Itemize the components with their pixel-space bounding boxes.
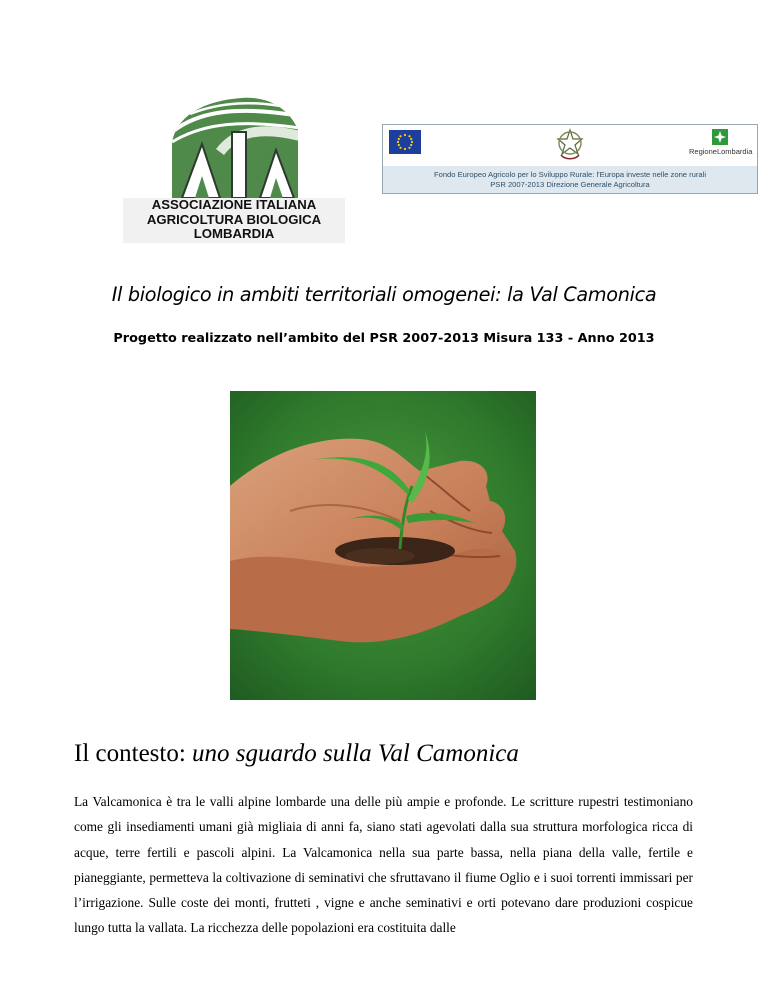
body-paragraph: La Valcamonica è tra le valli alpine lombarde una delle più ampie e profonde. Le scritture rupestri testimoniano come gli insediamenti umani già migliaia di anni fa, siano stati agevolati dalla sua struttura morfologica ricca di acque, terre fertili e pascoli alpini. La Valcamonica nella sua parte bassa, nella piana della valle, fertile e pianeggiante, permetteva la coltivazione di seminativi che sfruttavano il fiume Oglio e i suoi torrenti immissari per l’irrigazione. Sulle coste dei monti, frutteti , vigne e anche seminativi e orti potevano dare produzioni cospicue lungo tutta la vallata. La ricchezza delle popolazioni era costituita dalle <box>74 794 693 936</box>
logo-line-3: LOMBARDIA <box>193 226 275 241</box>
section-heading <box>74 740 519 768</box>
region-label: RegioneLombardia <box>689 147 753 156</box>
section-heading-italic: uno sguardo sulla Val Camonica <box>192 740 519 767</box>
logo-caption <box>123 198 345 243</box>
italian-emblem-icon <box>555 128 585 162</box>
logo-line-1: ASSOCIAZIONE ITALIANA <box>151 197 317 212</box>
logo-line-2: AGRICOLTURA BIOLOGICA <box>146 211 322 227</box>
document-title: Il biologico in ambiti territoriali omogenei: la Val Camonica <box>111 283 657 306</box>
section-heading-plain: Il contesto: <box>74 740 193 767</box>
eu-flag-icon <box>389 130 421 154</box>
lombardy-logo-icon <box>689 129 751 161</box>
banner-line-2: PSR 2007-2013 Direzione Generale Agricoltura <box>490 180 650 189</box>
document-subtitle: Progetto realizzato nell’ambito del PSR 2007-2013 Misura 133 - Anno 2013 <box>113 331 655 346</box>
banner-line-1: Fondo Europeo Agricolo per lo Sviluppo Rurale: l'Europa investe nelle zone rurali <box>433 170 707 179</box>
hands-seedling-photo <box>230 391 536 700</box>
eu-funding-banner <box>382 124 758 194</box>
banner-caption <box>383 166 757 193</box>
